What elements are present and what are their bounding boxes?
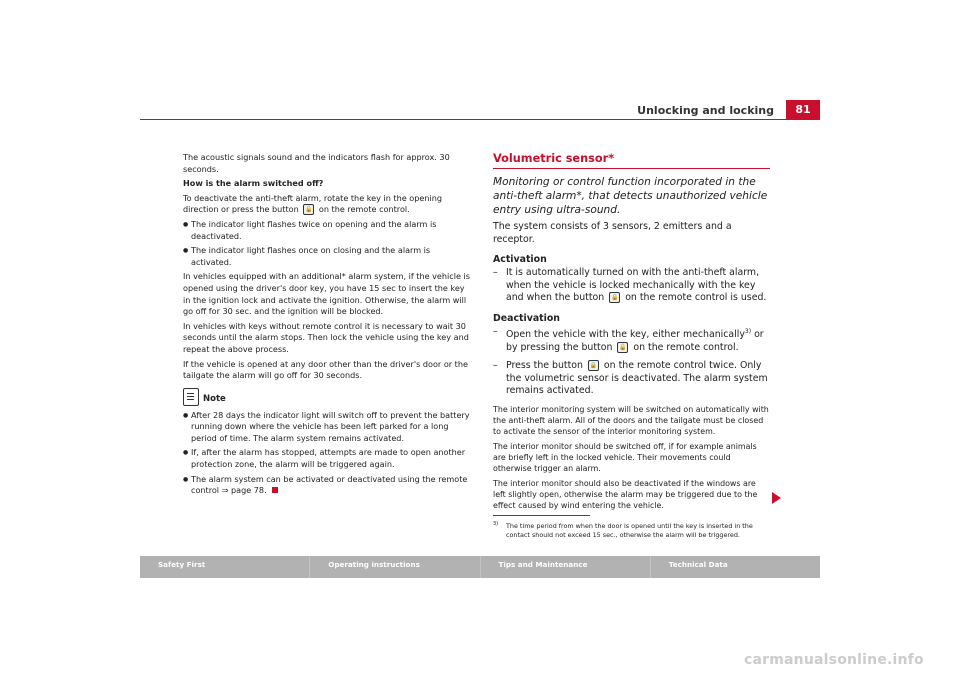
bullet-item: ● The indicator light flashes once on closing and the alarm is activated. xyxy=(183,245,473,268)
deactivation-heading: Deactivation xyxy=(493,312,560,324)
section-intro: Monitoring or control function incorporated in the anti-theft alarm*, that detects unauthorized vehicle entry using ultra-sound. xyxy=(493,176,768,216)
paragraph: The interior monitoring system will be switched on automatically with the anti-theft alarm. All of the doors and the tailgate must be closed to activate the sensor of the interior monitoring system. xyxy=(493,405,769,437)
continue-arrow-icon xyxy=(772,492,781,504)
activation-step xyxy=(493,267,771,305)
text: on the remote control is used. xyxy=(625,292,767,304)
text: or by pressing the button xyxy=(506,329,764,353)
text: To deactivate the anti-theft alarm, rotate the key in the opening direction or press the button xyxy=(183,192,443,215)
text: Open the vehicle with the key, either mechanically xyxy=(506,329,745,341)
deactivation-step xyxy=(493,326,771,354)
footnote-text: The time period from when the door is opened until the key is inserted in the contact should not exceed 15 sec., otherwise the alarm will be triggered. xyxy=(506,522,753,539)
section-title: Volumetric sensor* xyxy=(493,152,615,165)
note-item: ● After 28 days the indicator light will switch off to prevent the battery running down where the vehicle has been left parked for a long period of time. The alarm system remains activated. xyxy=(183,410,473,445)
text: It is automatically turned on with the anti-theft alarm, when the vehicle is locked mechanically with the key and when the button xyxy=(506,267,760,304)
left-column xyxy=(183,152,473,500)
deactivation-step xyxy=(493,360,771,398)
paragraph: The acoustic signals sound and the indicators flash for approx. 30 seconds. xyxy=(183,152,450,174)
footnote-number: 3) xyxy=(493,521,499,527)
section-end-marker xyxy=(272,487,278,493)
watermark: carmanualsonline.info xyxy=(744,652,924,668)
header-rule xyxy=(140,119,820,120)
activation-heading: Activation xyxy=(493,254,547,266)
paragraph xyxy=(183,193,473,216)
footer-nav xyxy=(140,556,820,578)
note-label: Note xyxy=(203,394,226,405)
footer-tab-safety[interactable]: Safety First xyxy=(140,556,310,578)
note-item: ● If, after the alarm has stopped, attempts are made to open another protection zone, the alarm will be triggered again. xyxy=(183,447,473,470)
subheading: How is the alarm switched off? xyxy=(183,178,324,189)
footer-tab-technical[interactable]: Technical Data xyxy=(668,560,728,569)
paragraph: The interior monitor should be switched off, if for example animals are briefly left in the locked vehicle. Their movements could otherwise trigger an alarm. xyxy=(493,442,757,474)
note-heading xyxy=(183,388,473,406)
footer-tab-maintenance[interactable]: Tips and Maintenance xyxy=(481,556,651,578)
paragraph: The interior monitor should also be deactivated if the windows are left slightly open, otherwise the alarm may be triggered due to the effect caused by wind entering the vehicle. xyxy=(493,479,758,511)
remote-unlock-icon: 🔓 xyxy=(305,206,313,214)
remote-lock-icon: 🔒 xyxy=(610,294,619,302)
paragraph: In vehicles equipped with an additional* alarm system, if the vehicle is opened using the driver's door key, you have 15 sec to insert the key in the ignition lock and activate the ignition. Otherwise, the alarm will go off for 30 sec. and the ignition will be blocked. xyxy=(183,271,470,317)
right-column xyxy=(493,152,771,515)
paragraph: If the vehicle is opened at any door other than the driver's door or the tailgate the alarm will go off for 30 seconds. xyxy=(183,358,468,381)
bullet-item: ● The indicator light flashes twice on opening and the alarm is deactivated. xyxy=(183,219,473,242)
text: The alarm system can be activated or deactivated using the remote control ⇒ page 78. xyxy=(191,473,468,496)
text: on the remote control. xyxy=(633,341,739,353)
footnote-rule xyxy=(493,515,590,516)
note-item xyxy=(183,474,473,497)
paragraph: In vehicles with keys without remote control it is necessary to wait 30 seconds until the alarm stops. Then lock the vehicle using the key and repeat the above process. xyxy=(183,320,469,354)
header-title: Unlocking and locking xyxy=(637,104,774,117)
footnote xyxy=(493,522,773,540)
footnote-ref: 3) xyxy=(744,327,752,335)
section-rule xyxy=(493,168,770,169)
page-number: 81 xyxy=(786,100,820,119)
text: Press the button xyxy=(506,360,583,372)
text: on the remote control. xyxy=(318,204,410,215)
remote-lock-icon: 🔒 xyxy=(589,362,598,370)
text: on the remote control twice. Only the volumetric sensor is deactivated. The alarm system remains activated. xyxy=(506,360,768,397)
footer-tab-operating[interactable]: Operating instructions xyxy=(310,556,480,578)
note-icon xyxy=(183,388,199,406)
remote-unlock-icon: 🔓 xyxy=(619,343,627,351)
paragraph: The system consists of 3 sensors, 2 emitters and a receptor. xyxy=(493,221,732,245)
